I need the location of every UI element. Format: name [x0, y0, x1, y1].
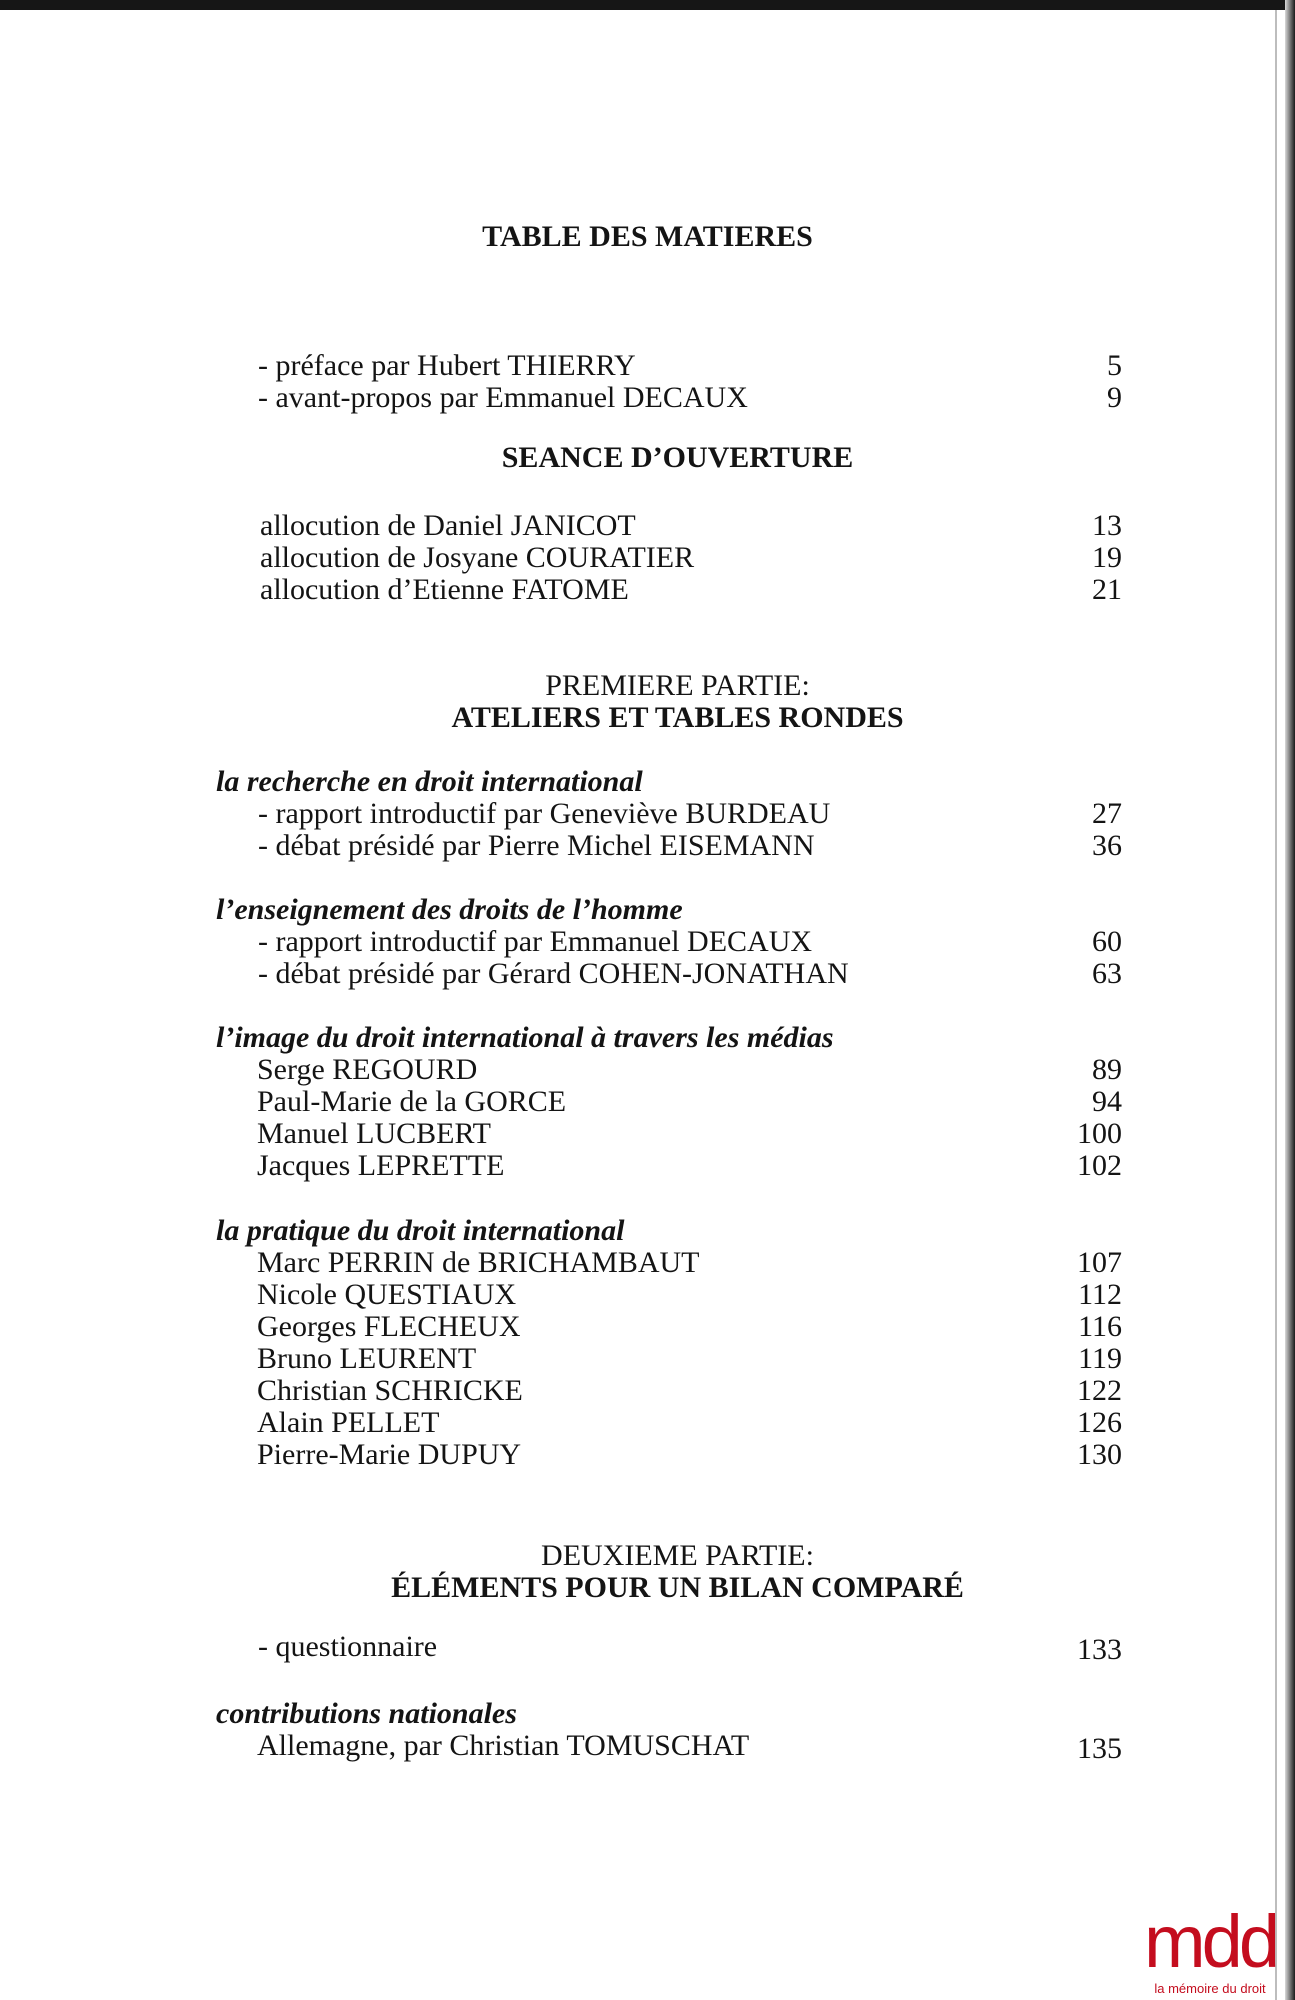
toc-entry-label: Christian SCHRICKE [257, 1374, 523, 1407]
toc-entry-label: Paul-Marie de la GORCE [257, 1085, 567, 1118]
toc-entry-page: 126 [1077, 1406, 1122, 1439]
toc-entry-label: Nicole QUESTIAUX [257, 1278, 517, 1311]
toc-entry-page: 19 [1092, 541, 1122, 574]
toc-entry-page: 107 [1077, 1246, 1122, 1279]
toc-entry-label: Manuel LUCBERT [257, 1117, 492, 1150]
part-title: ÉLÉMENTS POUR UN BILAN COMPARÉ [391, 1571, 964, 1604]
toc-entry-label: Georges FLECHEUX [257, 1310, 521, 1343]
toc-entry-page: 119 [1078, 1342, 1122, 1375]
section-heading: l’image du droit international à travers les médias [216, 1021, 834, 1054]
toc-entry-label: - rapport introductif par Emmanuel DECAUX [258, 925, 813, 958]
section-heading: la recherche en droit international [216, 765, 643, 798]
toc-entry-page: 133 [1077, 1633, 1122, 1666]
page-edge-shadow [1275, 10, 1277, 2000]
toc-entry-page: 36 [1092, 829, 1122, 862]
toc-entry-page: 94 [1092, 1085, 1122, 1118]
toc-entry-page: 116 [1078, 1310, 1122, 1343]
part-title: ATELIERS ET TABLES RONDES [451, 701, 904, 734]
toc-entry-page: 63 [1092, 957, 1122, 990]
logo-wordmark: mdd [1144, 1900, 1276, 1983]
toc-entry-label: Allemagne, par Christian TOMUSCHAT [257, 1729, 750, 1762]
toc-entry-label: - préface par Hubert THIERRY [258, 349, 636, 382]
toc-entry-label: Jacques LEPRETTE [257, 1149, 505, 1182]
toc-entry-label: - rapport introductif par Geneviève BURDEAU [258, 797, 831, 830]
toc-entry-page: 130 [1077, 1438, 1122, 1471]
toc-entry-page: 13 [1092, 509, 1122, 542]
scan-top-border [0, 0, 1295, 10]
section-heading: la pratique du droit international [216, 1214, 625, 1247]
toc-entry-label: Pierre-Marie DUPUY [257, 1438, 522, 1471]
section-heading: contributions nationales [216, 1697, 517, 1730]
part-label: PREMIERE PARTIE: [545, 669, 810, 702]
part-label: DEUXIEME PARTIE: [541, 1539, 814, 1572]
section-heading: l’enseignement des droits de l’homme [216, 893, 683, 926]
toc-entry-label: allocution de Daniel JANICOT [260, 509, 636, 542]
toc-entry-page: 112 [1078, 1278, 1122, 1311]
toc-entry-page: 100 [1077, 1117, 1122, 1150]
page-title: TABLE DES MATIERES [482, 220, 813, 253]
toc-entry-page: 89 [1092, 1053, 1122, 1086]
mdd-logo [1130, 1900, 1290, 2000]
toc-entry-page: 5 [1107, 349, 1122, 382]
toc-entry-label: - questionnaire [258, 1630, 438, 1663]
toc-entry-label: - avant-propos par Emmanuel DECAUX [258, 381, 748, 414]
toc-entry-label: Marc PERRIN de BRICHAMBAUT [257, 1246, 700, 1279]
toc-entry-label: allocution d’Etienne FATOME [260, 573, 629, 606]
toc-entry-page: 60 [1092, 925, 1122, 958]
toc-entry-page: 27 [1092, 797, 1122, 830]
toc-entry-label: Serge REGOURD [257, 1053, 478, 1086]
toc-entry-page: 21 [1092, 573, 1122, 606]
toc-entry-label: Alain PELLET [257, 1406, 440, 1439]
toc-entry-label: Bruno LEURENT [257, 1342, 477, 1375]
toc-entry-label: - débat présidé par Gérard COHEN-JONATHAN [258, 957, 849, 990]
toc-entry-page: 122 [1077, 1374, 1122, 1407]
toc-entry-page: 135 [1077, 1732, 1122, 1765]
toc-entry-page: 9 [1107, 381, 1122, 414]
toc-entry-page: 102 [1077, 1149, 1122, 1182]
scan-right-border [1285, 0, 1295, 2000]
toc-entry-label: - débat présidé par Pierre Michel EISEMANN [258, 829, 815, 862]
logo-tagline: la mémoire du droit [1154, 1981, 1266, 1996]
toc-entry-label: allocution de Josyane COURATIER [260, 541, 695, 574]
section-heading: SEANCE D’OUVERTURE [501, 441, 854, 474]
